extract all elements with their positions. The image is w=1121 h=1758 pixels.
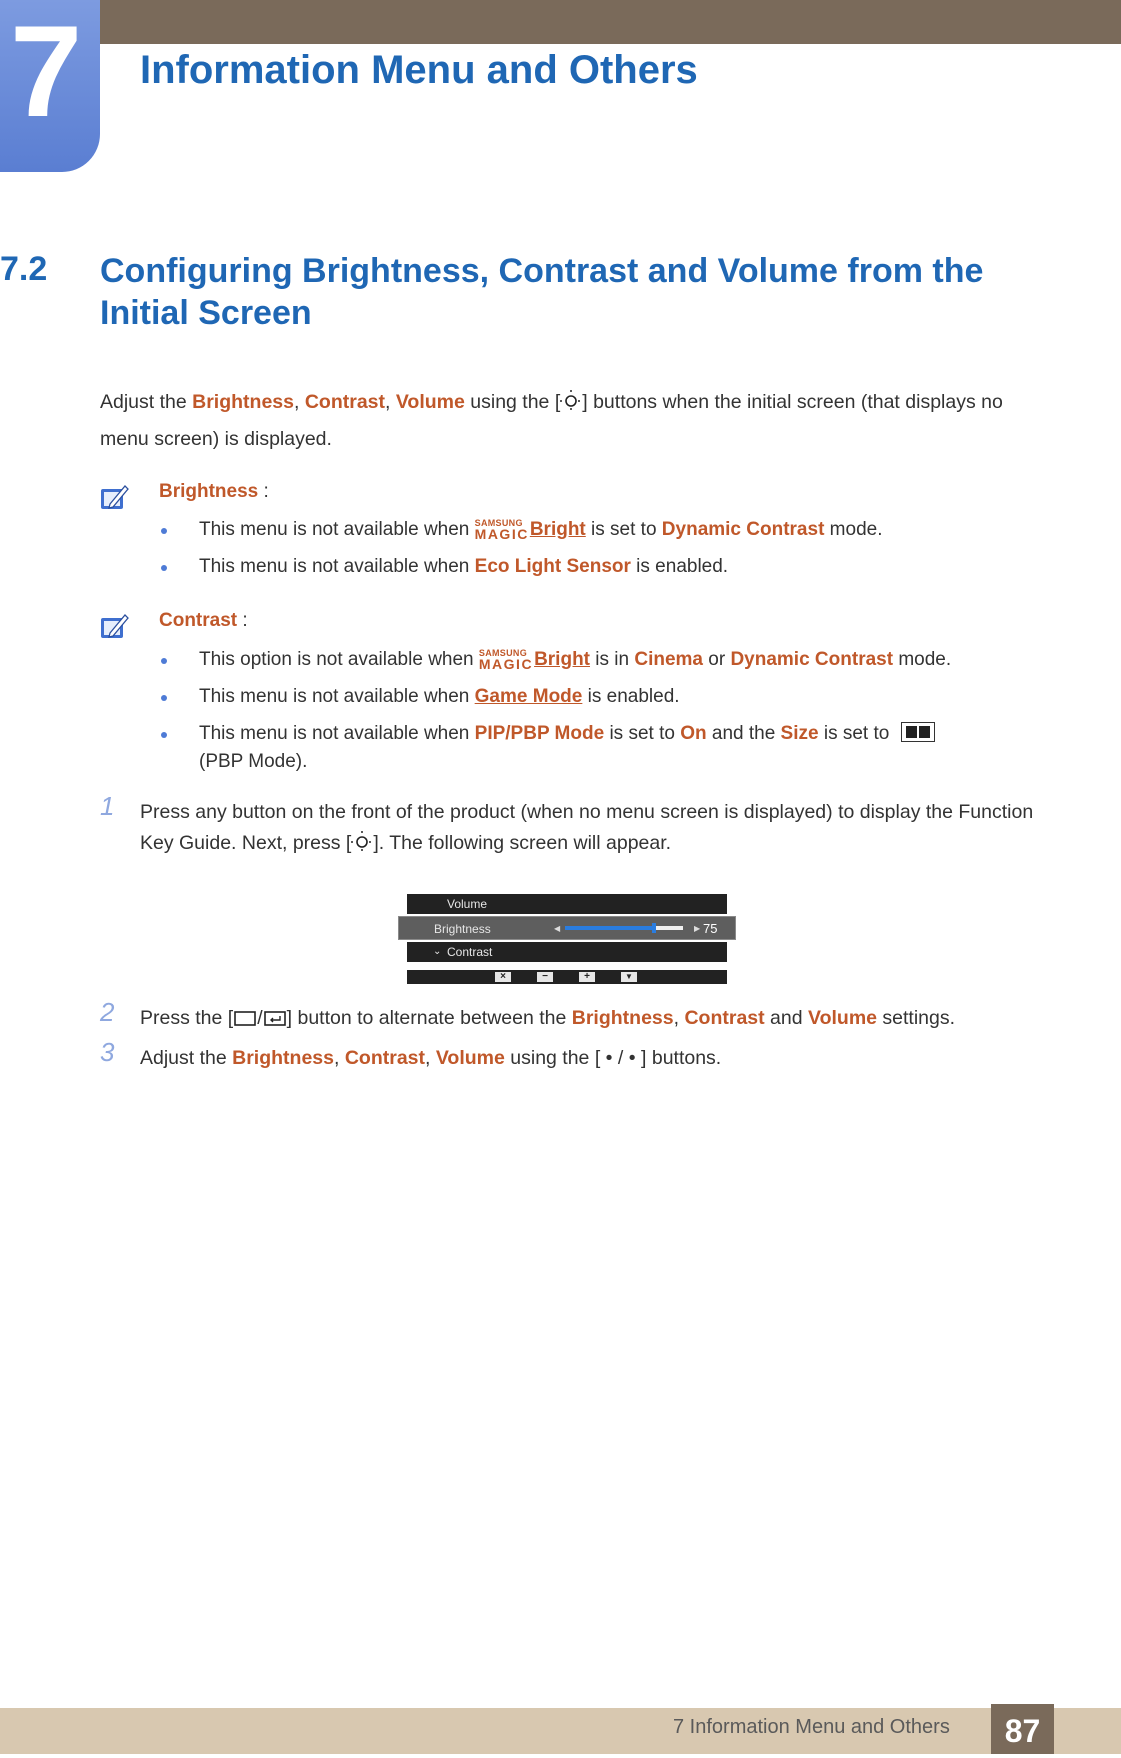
down-key-icon: ▼ [621, 972, 637, 982]
note-pencil-icon [100, 482, 130, 512]
sun-icon [351, 831, 373, 853]
slider-fill [565, 926, 654, 930]
section-title: Configuring Brightness, Contrast and Volume from the Initial Screen [100, 252, 984, 332]
chevron-down-icon: ⌄ [433, 946, 442, 957]
step-text: Adjust the Brightness, Contrast, Volume using the [ • / • ] buttons. [140, 1047, 722, 1069]
function-key-guide-osd [398, 894, 736, 984]
step-number: 2 [100, 997, 115, 1027]
brightness-value: 75 [703, 921, 718, 936]
minus-key-icon: − [537, 972, 553, 982]
note-pencil-icon [100, 611, 130, 641]
list-item: This menu is not available when Game Mode is enabled. [159, 683, 999, 711]
list-item: This menu is not available when SAMSUNG MAGIC Bright is set to Dynamic Contrast mode. [159, 516, 999, 544]
list-item: This menu is not available when Eco Light Sensor is enabled. [159, 553, 999, 581]
chapter-title: Information Menu and Others [140, 48, 698, 92]
close-key-icon: × [495, 972, 511, 982]
osd-row-volume: Volume [407, 894, 727, 914]
top-bar [0, 0, 1121, 44]
intro-paragraph: Adjust the Brightness, Contrast, Volume using the [ ] buttons when the initial screen (that displays no menu screen) is displayed. [100, 391, 1003, 450]
step-text: Press any button on the front of the product (when no menu screen is displayed) to display the Function Key Guide. Next, press [ ]. The following screen will appear. [140, 801, 1034, 854]
osd-row-contrast: ⌄ Contrast [407, 942, 727, 962]
step-text: Press the [ / ] button to alternate between the Brightness, Contrast and Volume settings. [140, 1007, 956, 1029]
plus-key-icon: + [579, 972, 595, 982]
slider-thumb [652, 923, 656, 933]
step-number: 3 [100, 1037, 115, 1067]
osd-key-bar [407, 970, 727, 984]
list-item: This option is not available when SAMSUNG MAGIC Bright is in Cinema or Dynamic Contrast mode. [159, 646, 999, 674]
note-brightness-title: Brightness : [159, 481, 269, 502]
dot-button-icon: • [605, 1047, 613, 1069]
note-brightness-list [159, 516, 999, 590]
right-arrow-icon: ▶ [694, 924, 701, 933]
note-contrast-list [159, 646, 999, 785]
enter-icon [263, 1008, 287, 1028]
brightness-slider [565, 926, 683, 930]
note-contrast-title: Contrast : [159, 610, 248, 631]
page-number: 87 [991, 1704, 1054, 1754]
section-number: 7.2 [0, 250, 48, 288]
footer-bar [0, 1708, 1121, 1754]
chapter-number: 7 [10, 0, 83, 144]
pbp-mode-icon [901, 722, 935, 742]
footer-chapter-label: 7 Information Menu and Others [673, 1716, 950, 1738]
osd-row-brightness: Brightness ◀ ▶ 75 [398, 916, 736, 940]
sun-icon [560, 390, 582, 412]
samsung-magic-logo: SAMSUNG MAGIC [478, 648, 534, 672]
dot-button-icon: • [628, 1047, 636, 1069]
samsung-magic-logo: SAMSUNG MAGIC [474, 518, 529, 542]
step-number: 1 [100, 791, 115, 821]
left-arrow-icon: ◀ [554, 924, 561, 933]
list-item: This menu is not available when PIP/PBP Mode is set to On and the Size is set to (PBP Mode). [159, 720, 999, 776]
chapter-tab [0, 0, 100, 172]
source-icon [233, 1008, 257, 1028]
